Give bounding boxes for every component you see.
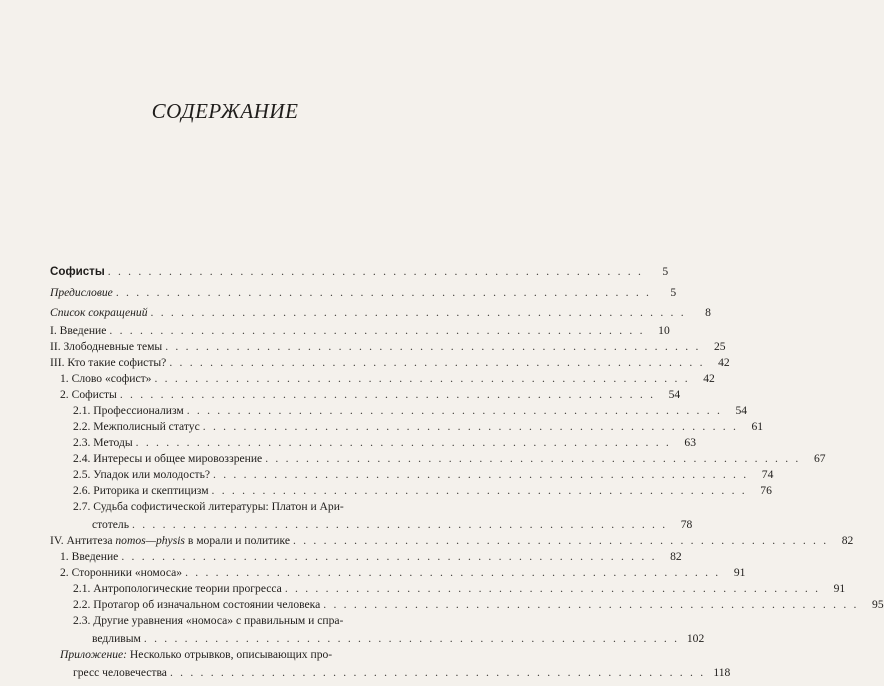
dot-leader: . . . . . . . . . . . . . . . . . . . . . . . . . . . . . . . . . . . . . . . . . . . . . . . . . . . . . bbox=[202, 420, 739, 433]
toc-entry-title: II. Злободневные темы bbox=[50, 340, 163, 353]
toc-page-number: 5 bbox=[670, 286, 677, 299]
toc-entry-title: 2.2. Протагор об изначальном состоянии человека bbox=[73, 598, 321, 611]
toc-entry-continuation: ведливым bbox=[92, 632, 141, 645]
toc-page-number: 8 bbox=[705, 306, 711, 319]
toc-page-number: 76 bbox=[760, 484, 772, 497]
dot-leader: . . . . . . . . . . . . . . . . . . . . . . . . . . . . . . . . . . . . . . . . . . . . . . . . . . . . . bbox=[143, 632, 680, 645]
toc-page-number: 95 bbox=[872, 598, 884, 611]
toc-entry-title: 2.6. Риторика и скептицизм bbox=[73, 484, 209, 497]
toc-page-number: 54 bbox=[668, 388, 681, 401]
dot-leader: . . . . . . . . . . . . . . . . . . . . . . . . . . . . . . . . . . . . . . . . . . . . . . . . . . . . . bbox=[121, 550, 657, 563]
dot-leader: . . . . . . . . . . . . . . . . . . . . . . . . . . . . . . . . . . . . . . . . . . . . . . . . . . . . . bbox=[284, 582, 821, 595]
toc-page-number: 63 bbox=[684, 436, 696, 449]
toc-page-number: 82 bbox=[670, 550, 682, 563]
toc-entry-title: 2.3. Другие уравнения «номоса» с правильным и спра- bbox=[73, 614, 344, 627]
toc-page-number: 25 bbox=[713, 340, 726, 353]
toc-entry-title: 2. Сторонники «номоса» bbox=[60, 566, 183, 579]
toc-page-number: 61 bbox=[751, 420, 764, 433]
toc-page-number: 54 bbox=[735, 404, 748, 417]
toc-entry-title: Софисты bbox=[50, 265, 105, 278]
dot-leader: . . . . . . . . . . . . . . . . . . . . . . . . . . . . . . . . . . . . . . . . . . . . . . . . . . . . . bbox=[186, 404, 723, 417]
toc-entry-title-italic: nomos—physis bbox=[115, 534, 185, 547]
toc-entry-title: 2.7. Судьба софистической литературы: Платон и Ари- bbox=[73, 500, 344, 513]
dot-leader: . . . . . . . . . . . . . . . . . . . . . . . . . . . . . . . . . . . . . . . . . . . . . . . . . . . . . bbox=[154, 372, 690, 385]
toc-entry-title: 2.2. Межполисный статус bbox=[73, 420, 200, 433]
toc-page-number: 42 bbox=[703, 372, 715, 385]
toc-page-number: 67 bbox=[813, 452, 826, 465]
toc-entry-title-part: Несколько отрывков, описывающих про- bbox=[127, 648, 333, 661]
dot-leader: . . . . . . . . . . . . . . . . . . . . . . . . . . . . . . . . . . . . . . . . . . . . . . . . . . . . . bbox=[107, 265, 644, 278]
dot-leader: . . . . . . . . . . . . . . . . . . . . . . . . . . . . . . . . . . . . . . . . . . . . . . . . . . . . . bbox=[109, 324, 645, 337]
toc-entry-title: Список сокращений bbox=[50, 306, 148, 319]
dot-leader: . . . . . . . . . . . . . . . . . . . . . . . . . . . . . . . . . . . . . . . . . . . . . . . . . . . . . bbox=[132, 518, 668, 531]
dot-leader: . . . . . . . . . . . . . . . . . . . . . . . . . . . . . . . . . . . . . . . . . . . . . . . . . . . . . bbox=[211, 484, 747, 497]
dot-leader: . . . . . . . . . . . . . . . . . . . . . . . . . . . . . . . . . . . . . . . . . . . . . . . . . . . . . bbox=[323, 598, 859, 611]
toc-entry-title-part: IV. Антитеза bbox=[50, 534, 116, 547]
toc-page-number: 118 bbox=[713, 666, 731, 679]
toc-page-number: 82 bbox=[841, 534, 854, 547]
toc-entry-title bbox=[60, 648, 332, 662]
page-title: СОДЕРЖАНИЕ bbox=[151, 99, 299, 123]
toc-entry-title: 1. Слово «софист» bbox=[60, 372, 152, 385]
toc-entry-title bbox=[50, 534, 290, 548]
toc-entry-title: 2.4. Интересы и общее мировоззрение bbox=[73, 452, 263, 465]
toc-entry-title-part: в морали и политике bbox=[184, 534, 290, 547]
toc-entry-title: 2.1. Антропологические теории прогресса bbox=[73, 582, 282, 595]
dot-leader: . . . . . . . . . . . . . . . . . . . . . . . . . . . . . . . . . . . . . . . . . . . . . . . . . . . . . bbox=[265, 452, 801, 465]
toc-entry-continuation: гресс человечества bbox=[73, 666, 167, 679]
toc-page-number: 74 bbox=[761, 468, 774, 481]
dot-leader: . . . . . . . . . . . . . . . . . . . . . . . . . . . . . . . . . . . . . . . . . . . . . . . . . . . . . bbox=[169, 666, 706, 679]
dot-leader: . . . . . . . . . . . . . . . . . . . . . . . . . . . . . . . . . . . . . . . . . . . . . . . . . . . . . bbox=[185, 566, 721, 579]
toc-page-number: 102 bbox=[686, 632, 705, 645]
toc-entry-title: 2.5. Упадок или молодость? bbox=[73, 468, 211, 481]
dot-leader: . . . . . . . . . . . . . . . . . . . . . . . . . . . . . . . . . . . . . . . . . . . . . . . . . . . . . bbox=[213, 468, 749, 481]
dot-leader: . . . . . . . . . . . . . . . . . . . . . . . . . . . . . . . . . . . . . . . . . . . . . . . . . . . . . bbox=[169, 356, 705, 369]
toc-entry-title: 2.3. Методы bbox=[73, 436, 133, 449]
toc-page-number: 91 bbox=[833, 582, 846, 595]
toc-entry-title: Предисловие bbox=[50, 286, 113, 299]
dot-leader: . . . . . . . . . . . . . . . . . . . . . . . . . . . . . . . . . . . . . . . . . . . . . . . . . . . . . bbox=[150, 306, 686, 319]
dot-leader: . . . . . . . . . . . . . . . . . . . . . . . . . . . . . . . . . . . . . . . . . . . . . . . . . . . . . bbox=[165, 340, 701, 353]
toc-entry-title-italic: Приложение: bbox=[60, 648, 128, 661]
dot-leader: . . . . . . . . . . . . . . . . . . . . . . . . . . . . . . . . . . . . . . . . . . . . . . . . . . . . . bbox=[115, 286, 652, 299]
dot-leader: . . . . . . . . . . . . . . . . . . . . . . . . . . . . . . . . . . . . . . . . . . . . . . . . . . . . . bbox=[119, 388, 656, 401]
toc-entry-title: III. Кто такие софисты? bbox=[50, 356, 167, 369]
toc-entry-title: I. Введение bbox=[50, 324, 107, 337]
dot-leader: . . . . . . . . . . . . . . . . . . . . . . . . . . . . . . . . . . . . . . . . . . . . . . . . . . . . . bbox=[135, 436, 671, 449]
toc-entry-title: 1. Введение bbox=[60, 550, 119, 563]
toc-entry-title: 2. Софисты bbox=[60, 388, 117, 401]
toc-page-number: 10 bbox=[658, 324, 670, 337]
toc-page-number: 78 bbox=[680, 518, 693, 531]
dot-leader: . . . . . . . . . . . . . . . . . . . . . . . . . . . . . . . . . . . . . . . . . . . . . . . . . . . . . bbox=[293, 534, 829, 547]
toc-entry-title: 2.1. Профессионализм bbox=[73, 404, 184, 417]
toc-page-number: 5 bbox=[662, 265, 669, 278]
toc-page-number: 91 bbox=[733, 566, 746, 579]
toc-page-number: 42 bbox=[718, 356, 730, 369]
toc-entry-continuation: стотель bbox=[92, 518, 129, 531]
